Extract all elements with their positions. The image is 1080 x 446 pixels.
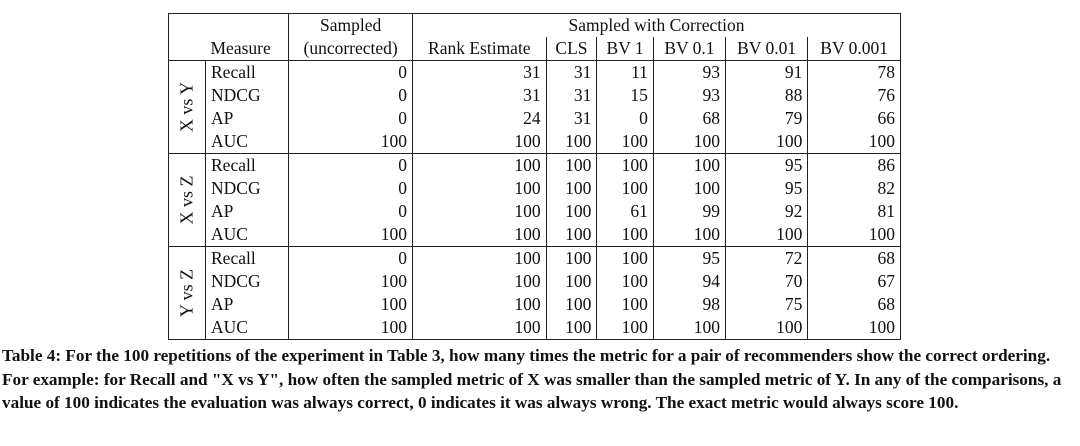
measure-cell: NDCG — [206, 270, 289, 293]
value-cell: 100 — [546, 177, 597, 200]
value-cell: 100 — [546, 316, 597, 340]
value-cell: 100 — [597, 177, 654, 200]
value-cell: 100 — [413, 293, 547, 316]
table-row — [169, 293, 901, 316]
header-measure: Measure — [206, 37, 289, 61]
value-cell: 100 — [413, 316, 547, 340]
value-cell: 95 — [653, 247, 725, 271]
header-sampled-with-correction: Sampled with Correction — [413, 14, 901, 38]
value-cell: 93 — [653, 84, 725, 107]
measure-cell: Recall — [206, 61, 289, 85]
value-cell: 100 — [725, 316, 807, 340]
value-cell: 100 — [289, 293, 413, 316]
value-cell: 100 — [546, 154, 597, 178]
measure-cell: NDCG — [206, 84, 289, 107]
value-cell: 100 — [808, 316, 901, 340]
value-cell: 100 — [413, 270, 547, 293]
value-cell: 98 — [653, 293, 725, 316]
header-bv-0-01: BV 0.01 — [725, 37, 807, 61]
value-cell: 66 — [808, 107, 901, 130]
value-cell: 76 — [808, 84, 901, 107]
value-cell: 31 — [413, 61, 547, 85]
measure-cell: AUC — [206, 316, 289, 340]
value-cell: 100 — [413, 130, 547, 154]
value-cell: 99 — [653, 200, 725, 223]
value-cell: 100 — [413, 200, 547, 223]
value-cell: 100 — [546, 247, 597, 271]
value-cell: 0 — [289, 107, 413, 130]
table-row — [169, 61, 901, 85]
value-cell: 24 — [413, 107, 547, 130]
measure-cell: AUC — [206, 130, 289, 154]
value-cell: 68 — [808, 293, 901, 316]
value-cell: 0 — [289, 247, 413, 271]
table-body — [169, 14, 901, 340]
value-cell: 91 — [725, 61, 807, 85]
value-cell: 100 — [653, 154, 725, 178]
value-cell: 100 — [413, 247, 547, 271]
value-cell: 31 — [546, 84, 597, 107]
value-cell: 0 — [289, 84, 413, 107]
value-cell: 95 — [725, 154, 807, 178]
table-row — [169, 200, 901, 223]
measure-cell: AUC — [206, 223, 289, 247]
table-row — [169, 130, 901, 154]
value-cell: 75 — [725, 293, 807, 316]
value-cell: 100 — [597, 316, 654, 340]
value-cell: 100 — [413, 177, 547, 200]
table-row — [169, 223, 901, 247]
value-cell: 100 — [597, 247, 654, 271]
value-cell: 100 — [413, 154, 547, 178]
value-cell: 31 — [546, 61, 597, 85]
value-cell: 70 — [725, 270, 807, 293]
value-cell: 92 — [725, 200, 807, 223]
value-cell: 94 — [653, 270, 725, 293]
value-cell: 100 — [597, 130, 654, 154]
header-row-1 — [169, 14, 901, 38]
value-cell: 0 — [597, 107, 654, 130]
group-label-cell — [169, 247, 206, 340]
measure-cell: AP — [206, 293, 289, 316]
value-cell: 81 — [808, 200, 901, 223]
value-cell: 72 — [725, 247, 807, 271]
header-sampled: Sampled — [289, 14, 413, 38]
header-bv-0-001: BV 0.001 — [808, 37, 901, 61]
value-cell: 95 — [725, 177, 807, 200]
table-row — [169, 107, 901, 130]
value-cell: 100 — [546, 293, 597, 316]
header-rank-estimate: Rank Estimate — [413, 37, 547, 61]
measure-cell: NDCG — [206, 177, 289, 200]
value-cell: 100 — [597, 223, 654, 247]
value-cell: 100 — [546, 223, 597, 247]
value-cell: 100 — [597, 270, 654, 293]
value-cell: 79 — [725, 107, 807, 130]
group-label: X vs Y — [176, 81, 197, 133]
value-cell: 0 — [289, 200, 413, 223]
header-bv-1: BV 1 — [597, 37, 654, 61]
value-cell: 82 — [808, 177, 901, 200]
value-cell: 100 — [546, 130, 597, 154]
value-cell: 100 — [289, 223, 413, 247]
table-row — [169, 154, 901, 178]
value-cell: 100 — [546, 270, 597, 293]
header-empty-group — [169, 14, 206, 38]
value-cell: 100 — [653, 223, 725, 247]
value-cell: 78 — [808, 61, 901, 85]
value-cell: 88 — [725, 84, 807, 107]
value-cell: 100 — [653, 177, 725, 200]
measure-cell: Recall — [206, 247, 289, 271]
measure-cell: Recall — [206, 154, 289, 178]
value-cell: 100 — [413, 223, 547, 247]
header-bv-0-1: BV 0.1 — [653, 37, 725, 61]
value-cell: 68 — [808, 247, 901, 271]
table-row — [169, 316, 901, 340]
value-cell: 93 — [653, 61, 725, 85]
value-cell: 11 — [597, 61, 654, 85]
value-cell: 100 — [289, 270, 413, 293]
value-cell: 0 — [289, 177, 413, 200]
value-cell: 0 — [289, 154, 413, 178]
header-cls: CLS — [546, 37, 597, 61]
header-uncorrected: (uncorrected) — [289, 37, 413, 61]
results-table — [168, 13, 901, 340]
value-cell: 100 — [289, 316, 413, 340]
value-cell: 100 — [725, 130, 807, 154]
table-caption: Table 4: For the 100 repetitions of the experiment in Table 3, how many times the metric for a pair of recommenders show the correct ordering. For example: for Recall and "X vs Y", how often the sampled metric of X was smaller than the sampled metric of Y. In any of the comparisons, a value of 100 indicates the evaluation was always correct, 0 indicates it was always wrong. The exact metric would always score 100. — [2, 346, 1062, 412]
value-cell: 61 — [597, 200, 654, 223]
header-row-2 — [169, 37, 901, 61]
value-cell: 100 — [653, 130, 725, 154]
table-row — [169, 177, 901, 200]
measure-cell: AP — [206, 200, 289, 223]
value-cell: 100 — [597, 293, 654, 316]
value-cell: 100 — [808, 223, 901, 247]
header-empty-measure — [206, 14, 289, 38]
group-label: Y vs Z — [176, 268, 197, 318]
value-cell: 100 — [725, 223, 807, 247]
table-row — [169, 247, 901, 271]
measure-cell: AP — [206, 107, 289, 130]
value-cell: 100 — [546, 200, 597, 223]
table-row — [169, 270, 901, 293]
group-label: X vs Z — [176, 175, 197, 225]
group-label-cell — [169, 154, 206, 247]
value-cell: 0 — [289, 61, 413, 85]
value-cell: 68 — [653, 107, 725, 130]
value-cell: 86 — [808, 154, 901, 178]
value-cell: 31 — [413, 84, 547, 107]
value-cell: 15 — [597, 84, 654, 107]
value-cell: 67 — [808, 270, 901, 293]
value-cell: 31 — [546, 107, 597, 130]
header-empty-group-2 — [169, 37, 206, 61]
value-cell: 100 — [653, 316, 725, 340]
value-cell: 100 — [597, 154, 654, 178]
group-label-cell — [169, 61, 206, 154]
value-cell: 100 — [289, 130, 413, 154]
value-cell: 100 — [808, 130, 901, 154]
table-row — [169, 84, 901, 107]
